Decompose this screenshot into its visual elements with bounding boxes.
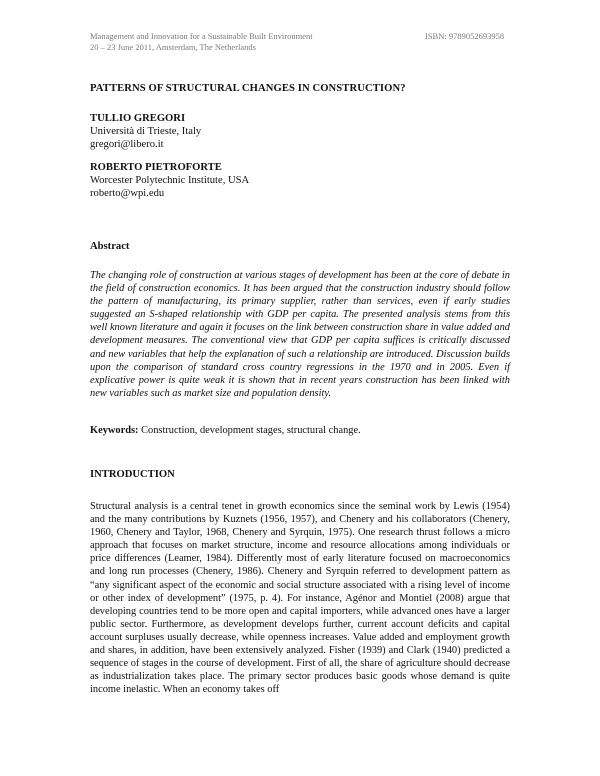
author-block [90, 161, 249, 200]
introduction-heading: INTRODUCTION [90, 469, 175, 480]
isbn: ISBN: 9789052693958 [425, 31, 505, 41]
introduction-text: Structural analysis is a central tenet in growth economics since the seminal work by Lewis (1954) and the many contributions by Kuznets (1956, 1957), and Chenery and his collaborators (Chenery, 1960, Chenery and Taylor, 1968, Chenery and Syrquin, 1975). One research thrust follows a micro approach that focuses on market structure, income and resource allocations among individuals or price differences (Leamer, 1984). Differently most of early literature focused on macroeconomics and long run processes (Chenery, 1986). Chenery and Syrquin referred to development pattern as “any significant aspect of the economic and social structure associated with a rising level of income or other index of development” (1975, p. 4). For instance, Agénor and Montiel (2008) argue that developing countries tend to be more open and capital importers, while advanced ones have a larger public sector. Furthermore, as development develops further, current account deficits and capital account surpluses usually decrease, while openness increases. Value added and employment growth and shares, in addition, have been extensively analyzed. Fisher (1939) and Clark (1940) predicted a sequence of stages in the course of development. First of all, the share of agriculture should decrease as industrialization takes place. The primary sector produces basic goods whose demand is quite income inelastic. When an economy takes off [90, 501, 510, 696]
conference-header [90, 31, 313, 53]
author-email: roberto@wpi.edu [90, 188, 165, 199]
conference-name: Management and Innovation for a Sustainable Built Environment [90, 31, 313, 41]
author-affiliation: Università di Trieste, Italy [90, 126, 202, 137]
author-affiliation: Worcester Polytechnic Institute, USA [90, 175, 250, 186]
keywords [90, 425, 510, 436]
author-block [90, 112, 201, 151]
abstract-text: The changing role of construction at various stages of development has been at the core of debate in the field of construction economics. It has been argued that the construction industry should follow the pattern of manufacturing, its primary supplier, rather than services, even if early studies suggested an S-shaped relationship with GDP per capita. The presented analysis stems from this well known literature and again it focuses on the link between construction share in value added and development measures. The conventional view that GDP per capita suffices is critically discussed and new variables that help the explanation of such a relationship are introduced. Discussion builds upon the comparison of standard cross country regressions in the 1970 and in 2005. Even if explicative power is quite weak it is shown that in recent years construction has been linked with new variables such as market size and population density. [90, 270, 510, 399]
author-name: TULLIO GREGORI [90, 113, 186, 124]
author-email: gregori@libero.it [90, 139, 164, 150]
author-name: ROBERTO PIETROFORTE [90, 162, 222, 173]
keywords-label: Keywords: [90, 425, 139, 436]
paper-title: PATTERNS OF STRUCTURAL CHANGES IN CONSTRUCTION? [90, 83, 406, 94]
keywords-text: Construction, development stages, structural change. [138, 425, 361, 436]
abstract-heading: Abstract [90, 241, 130, 252]
conference-dates: 20 – 23 June 2011, Amsterdam, The Netherlands [90, 42, 256, 52]
